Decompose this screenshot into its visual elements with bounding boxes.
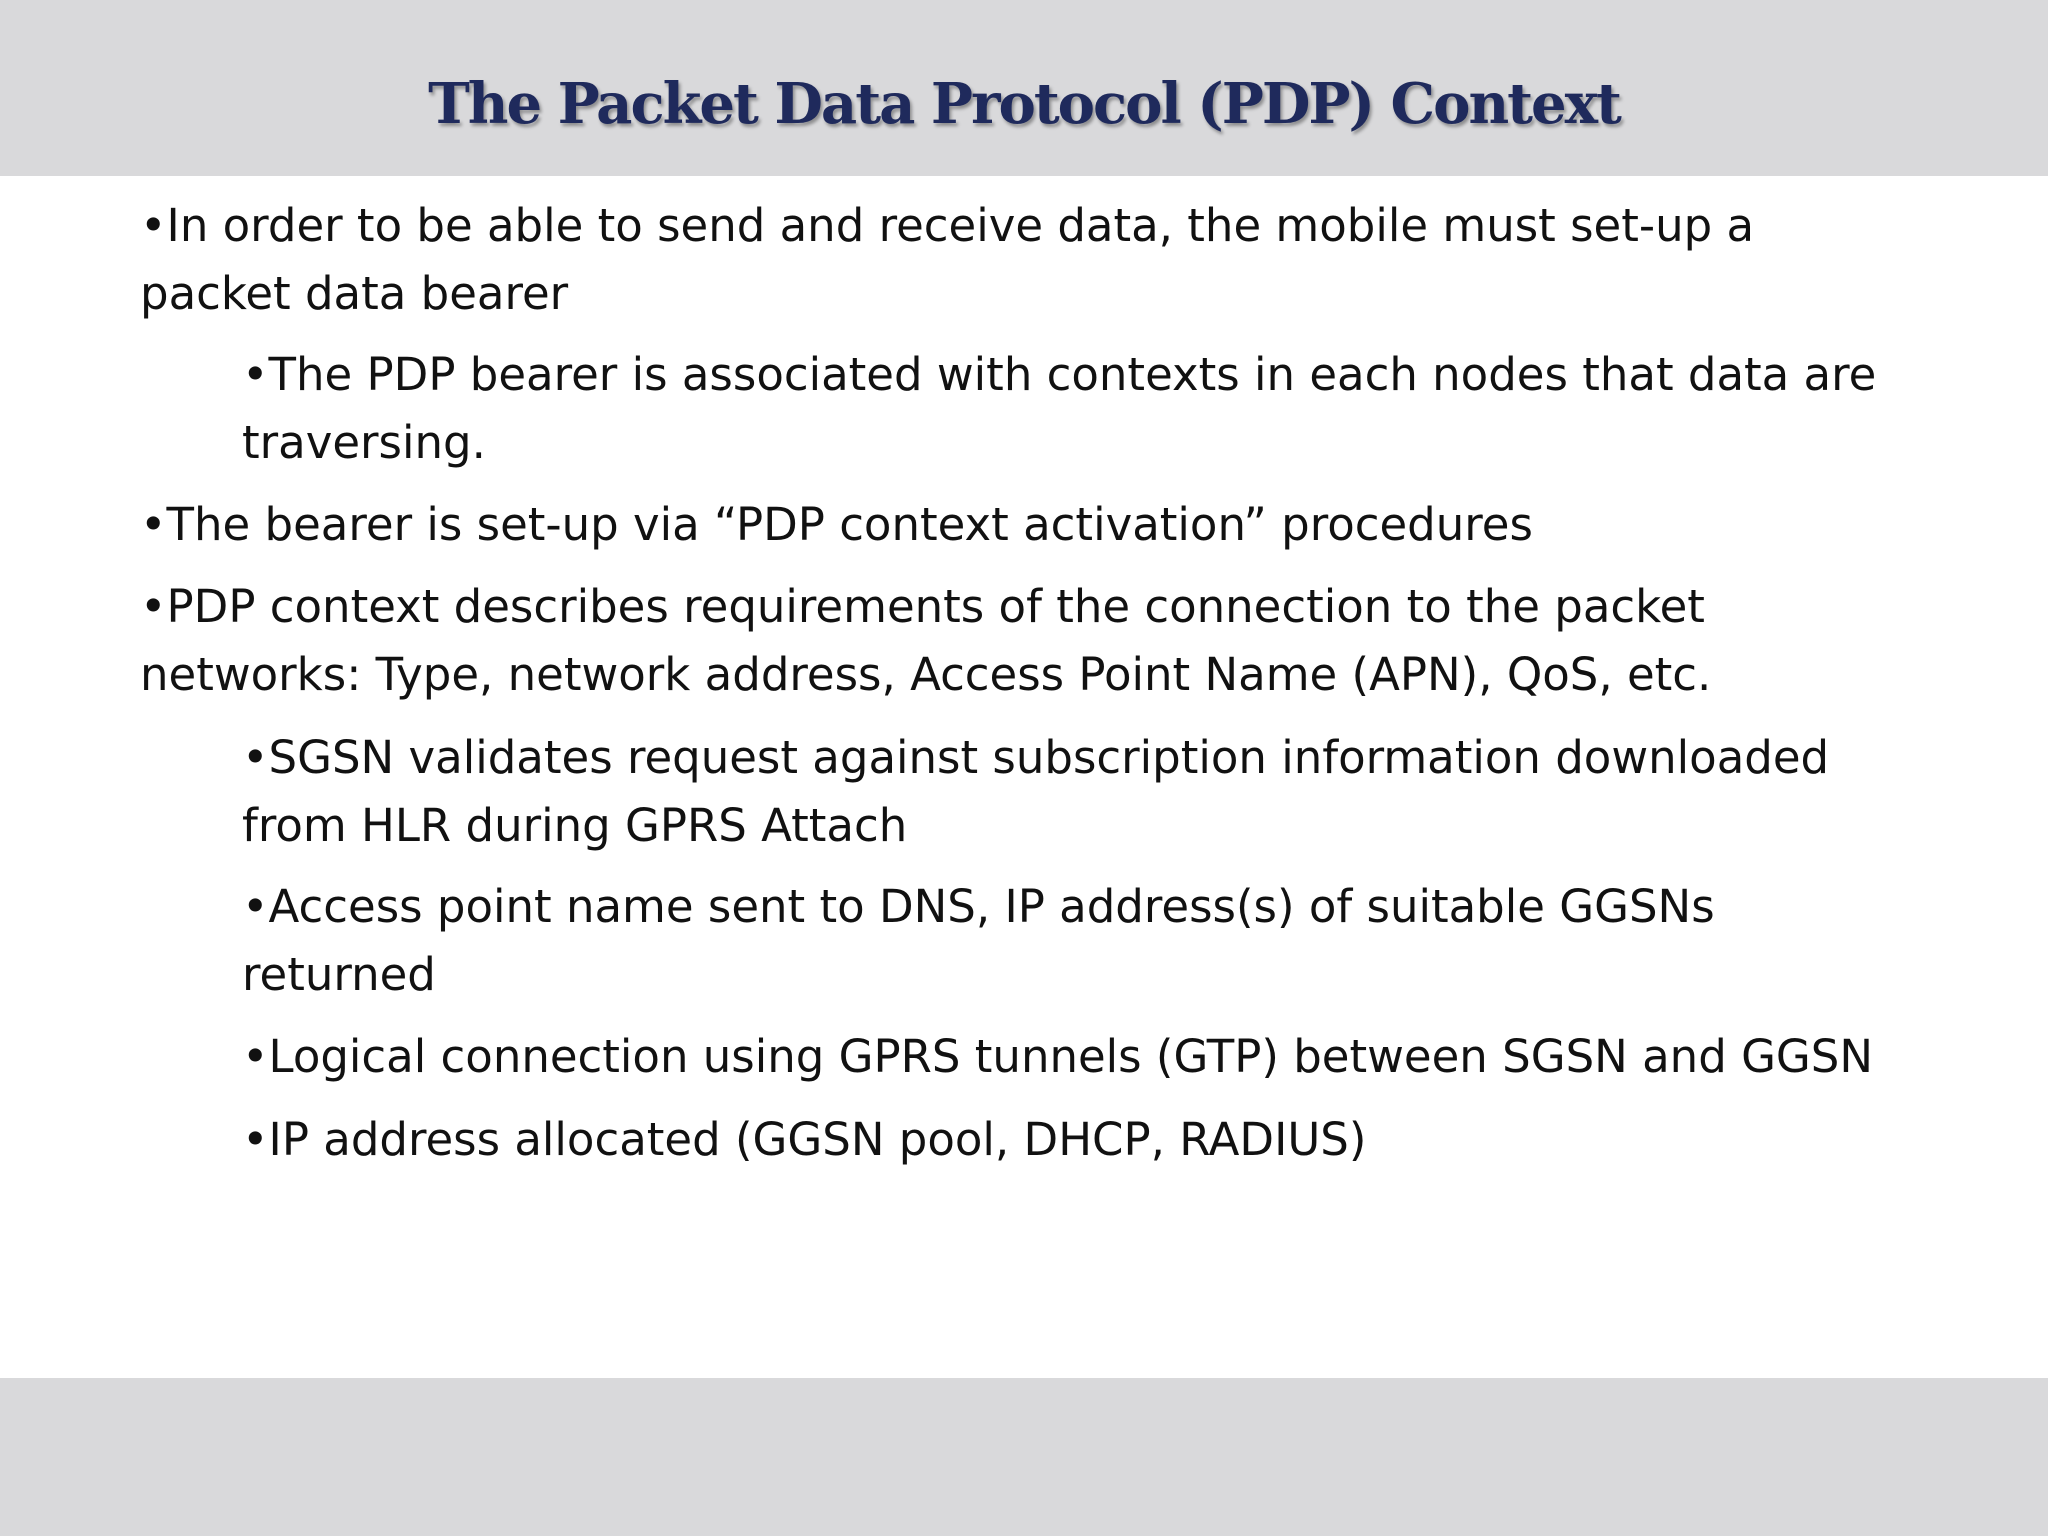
bullet-line: networks: Type, network address, Access Point Name (APN), QoS, etc. — [140, 648, 1712, 701]
bullet-line: packet data bearer — [140, 267, 569, 320]
footer-band — [0, 1378, 2048, 1536]
bullet-line: •The bearer is set-up via “PDP context activation” procedures — [140, 498, 1533, 551]
bullet-item — [242, 873, 1715, 1009]
bullet-line: •SGSN validates request against subscription information downloaded — [242, 731, 1830, 784]
bullet-line: •Access point name sent to DNS, IP address(s) of suitable GGSNs — [242, 880, 1715, 933]
bullet-line: returned — [242, 948, 436, 1001]
bullet-item — [242, 341, 1876, 477]
bullet-line: from HLR during GPRS Attach — [242, 799, 908, 852]
bullet-line: •PDP context describes requirements of the connection to the packet — [140, 580, 1705, 633]
bullet-line: •IP address allocated (GGSN pool, DHCP, RADIUS) — [242, 1113, 1367, 1166]
bullet-line: •Logical connection using GPRS tunnels (GTP) between SGSN and GGSN — [242, 1030, 1874, 1083]
bullet-item — [140, 192, 1754, 328]
bullet-item — [242, 1106, 1366, 1174]
bullet-line: traversing. — [242, 416, 486, 469]
bullet-item — [242, 724, 1829, 860]
bullet-line: •The PDP bearer is associated with contexts in each nodes that data are — [242, 348, 1877, 401]
slide-title: The Packet Data Protocol (PDP) Context — [428, 71, 1620, 137]
bullet-line: •In order to be able to send and receive data, the mobile must set-up a — [140, 199, 1755, 252]
bullet-item — [140, 491, 1533, 559]
bullet-item — [140, 573, 1711, 709]
bullet-item — [242, 1023, 1873, 1091]
